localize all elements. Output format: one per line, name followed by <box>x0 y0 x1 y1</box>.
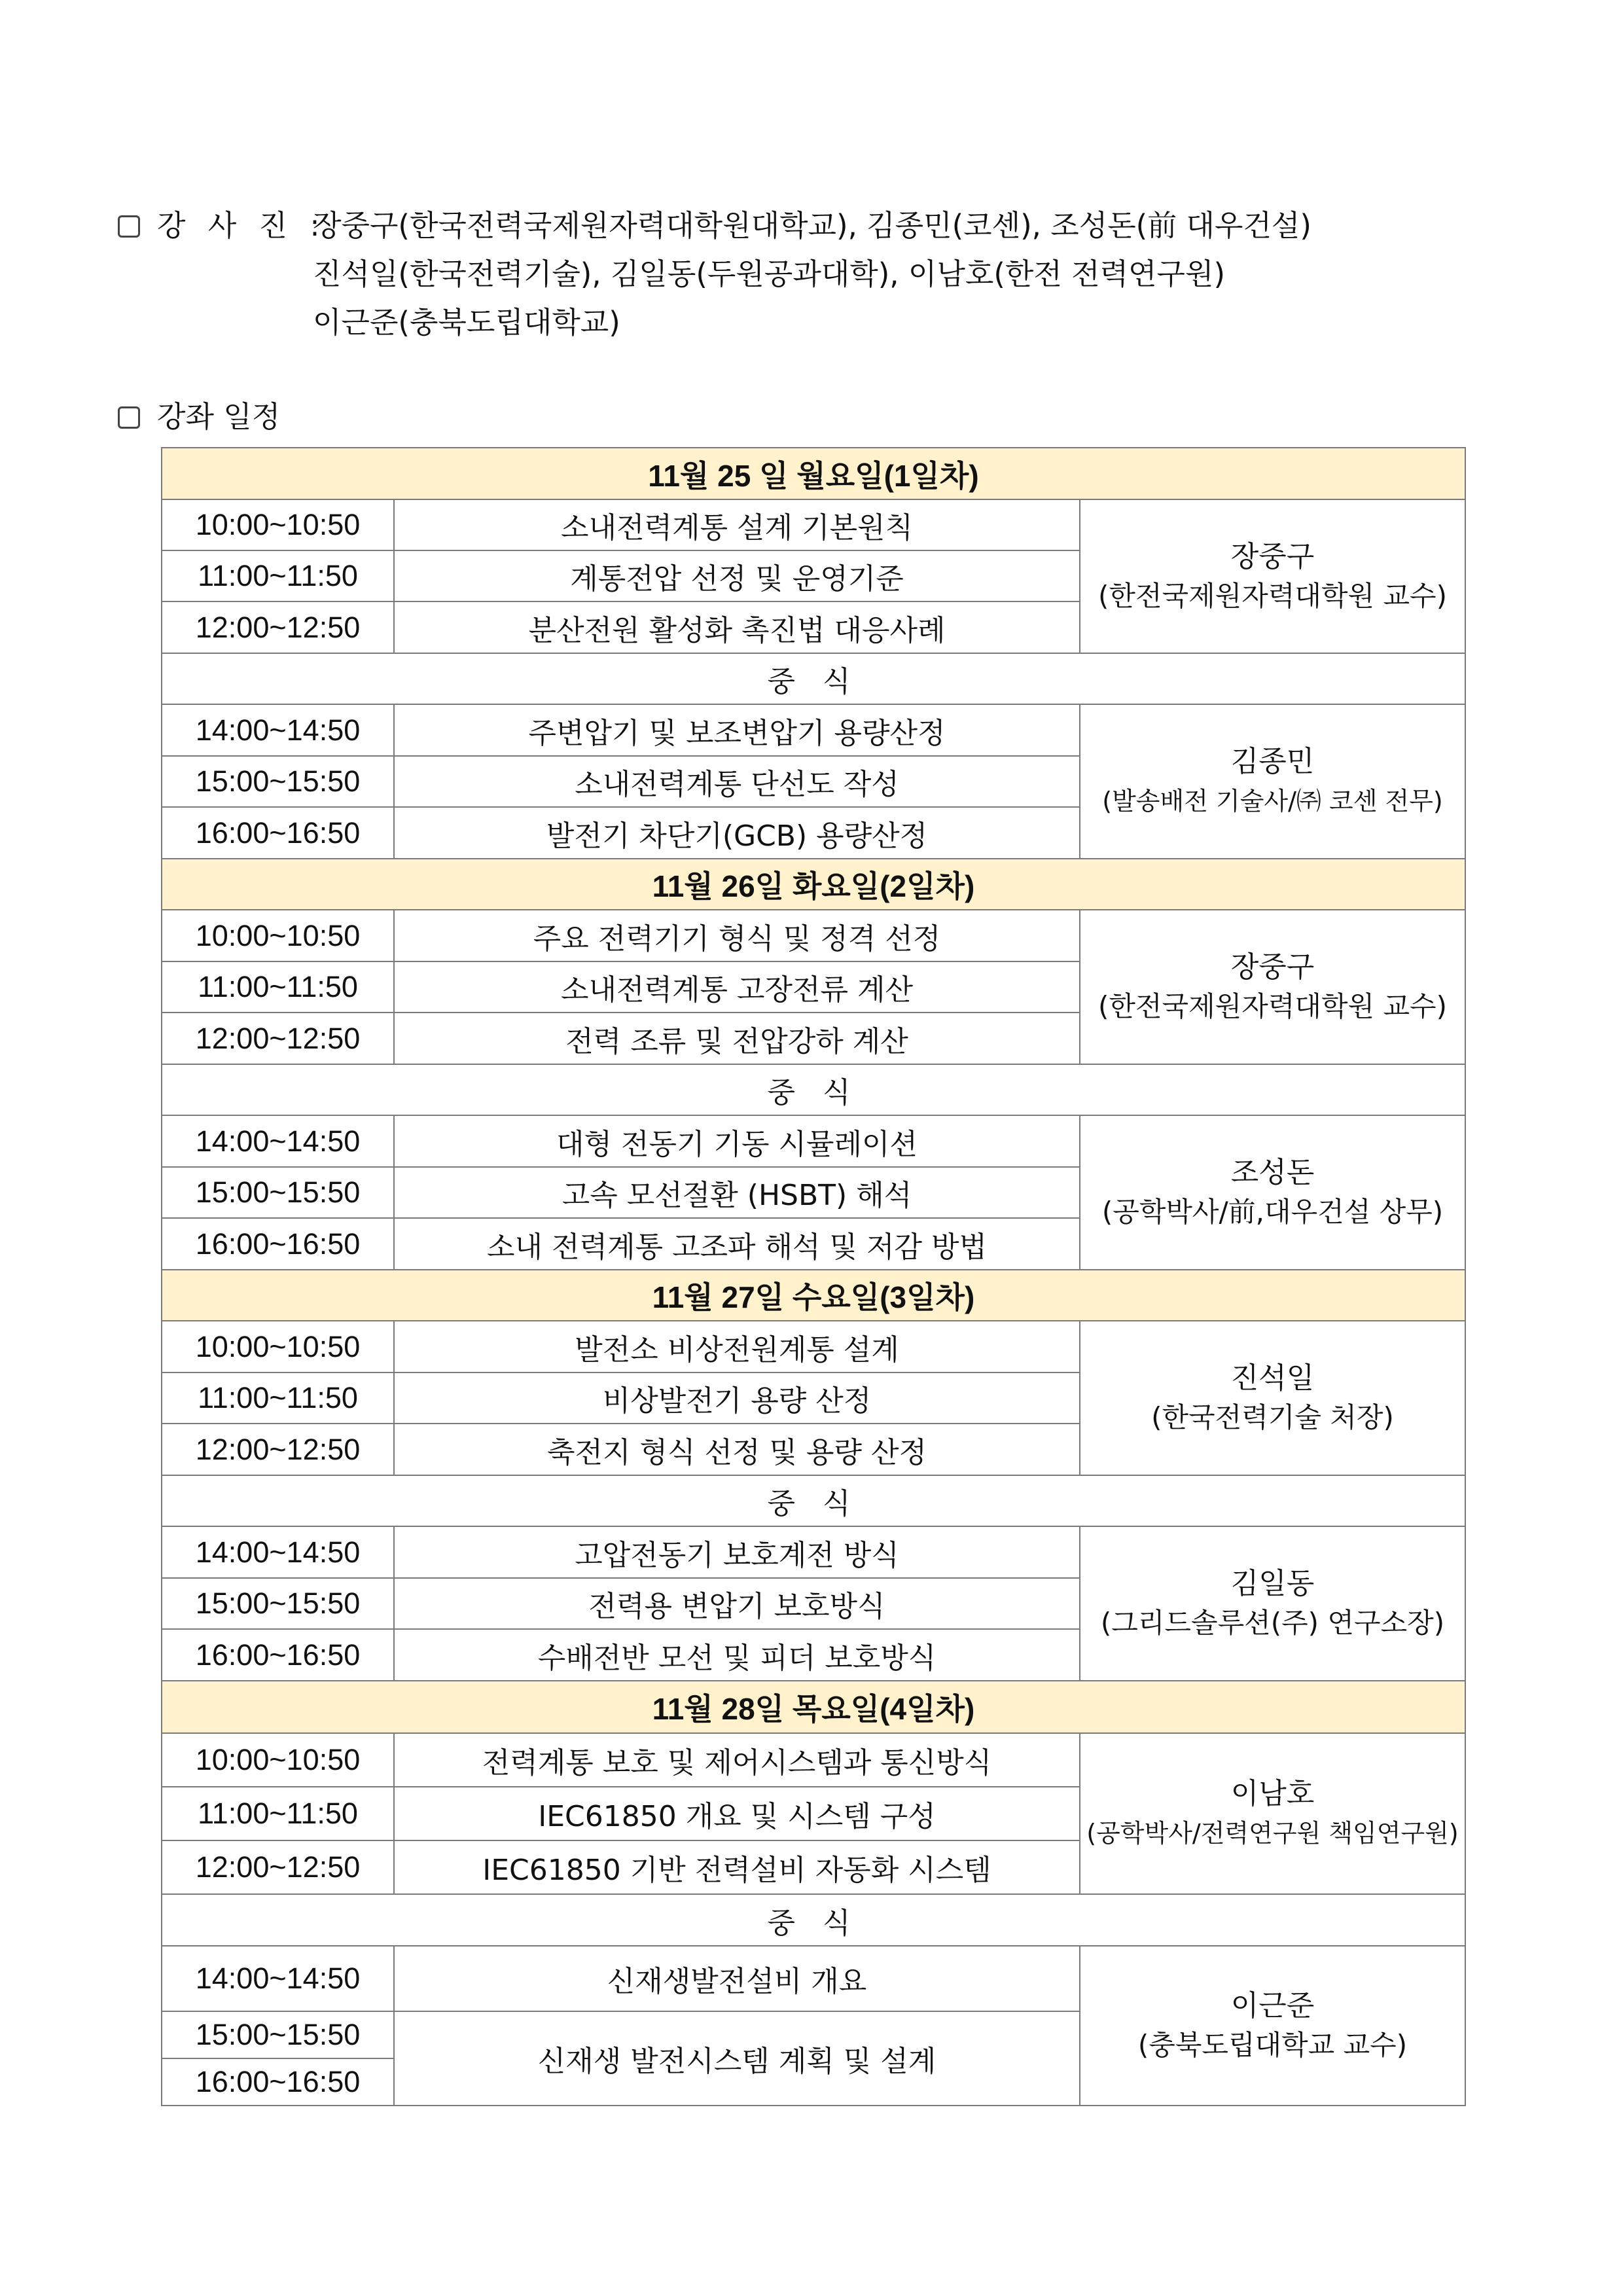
session-time: 16:00~16:50 <box>162 807 394 859</box>
lunch-break: 중 식 <box>162 653 1465 704</box>
session-time: 16:00~16:50 <box>162 1629 394 1681</box>
instructor-cell <box>1080 910 1465 1064</box>
instructor-affiliation: (한전국제원자력대학원 교수) <box>1098 990 1447 1022</box>
session-time: 15:00~15:50 <box>162 756 394 807</box>
session-time: 11:00~11:50 <box>162 1372 394 1424</box>
instructor-cell <box>1080 499 1465 653</box>
session-topic: 전력용 변압기 보호방식 <box>394 1578 1080 1629</box>
instructor-name: 이근준 <box>1230 1989 1315 2022</box>
session-time: 12:00~12:50 <box>162 1013 394 1064</box>
day-header: 11월 26일 화요일(2일차) <box>162 859 1465 910</box>
day-header: 11월 27일 수요일(3일차) <box>162 1270 1465 1321</box>
session-time: 14:00~14:50 <box>162 1526 394 1578</box>
session-topic: 전력계통 보호 및 제어시스템과 통신방식 <box>394 1733 1080 1787</box>
session-topic: 전력 조류 및 전압강하 계산 <box>394 1013 1080 1064</box>
instructors-line-1 <box>118 202 1311 250</box>
instructors-label: 강 사 진 : <box>157 208 327 243</box>
checkbox-icon <box>118 215 140 238</box>
session-time: 11:00~11:50 <box>162 1787 394 1840</box>
session-topic: 발전소 비상전원계통 설계 <box>394 1321 1080 1372</box>
instructor-name: 장중구 <box>1230 539 1315 573</box>
instructor-affiliation: (발송배전 기술사/㈜ 코센 전무) <box>1102 787 1443 816</box>
lunch-break: 중 식 <box>162 1064 1465 1115</box>
instructor-affiliation: (그리드솔루션(주) 연구소장) <box>1100 1607 1445 1639</box>
session-time: 10:00~10:50 <box>162 1321 394 1372</box>
session-time: 12:00~12:50 <box>162 1840 394 1894</box>
session-topic: 소내 전력계통 고조파 해석 및 저감 방법 <box>394 1218 1080 1270</box>
instructor-affiliation: (공학박사/前,대우건설 상무) <box>1101 1196 1444 1228</box>
session-time: 11:00~11:50 <box>162 961 394 1013</box>
instructors-line-3 <box>118 298 620 347</box>
session-time: 16:00~16:50 <box>162 1218 394 1270</box>
session-topic: 소내전력계통 고장전류 계산 <box>394 961 1080 1013</box>
day-header: 11월 28일 목요일(4일차) <box>162 1681 1465 1733</box>
session-topic: 소내전력계통 단선도 작성 <box>394 756 1080 807</box>
instructor-cell <box>1080 1946 1465 2106</box>
session-topic: 발전기 차단기(GCB) 용량산정 <box>394 807 1080 859</box>
session-topic: 축전지 형식 선정 및 용량 산정 <box>394 1424 1080 1475</box>
session-topic: 분산전원 활성화 촉진법 대응사례 <box>394 601 1080 653</box>
schedule-table <box>161 447 1466 2106</box>
session-time: 14:00~14:50 <box>162 704 394 756</box>
session-topic: 소내전력계통 설계 기본원칙 <box>394 499 1080 550</box>
instructor-name: 진석일 <box>1230 1361 1315 1395</box>
instructor-name: 장중구 <box>1230 950 1315 984</box>
instructor-cell <box>1080 1321 1465 1475</box>
instructors-text: 진석일(한국전력기술), 김일동(두원공과대학), 이남호(한전 전력연구원) <box>313 257 1226 291</box>
session-topic: IEC61850 개요 및 시스템 구성 <box>394 1787 1080 1840</box>
instructor-affiliation: (한국전력기술 처장) <box>1151 1401 1394 1433</box>
session-topic: 신재생발전설비 개요 <box>394 1946 1080 2011</box>
session-time: 14:00~14:50 <box>162 1115 394 1167</box>
day-header: 11월 25 일 월요일(1일차) <box>162 448 1465 499</box>
session-time: 10:00~10:50 <box>162 910 394 961</box>
session-topic: 계통전압 선정 및 운영기준 <box>394 550 1080 601</box>
instructors-section <box>118 202 1311 347</box>
session-time: 16:00~16:50 <box>162 2058 394 2106</box>
session-time: 12:00~12:50 <box>162 1424 394 1475</box>
session-time: 11:00~11:50 <box>162 550 394 601</box>
instructors-line-2 <box>118 250 1226 298</box>
session-topic: 고압전동기 보호계전 방식 <box>394 1526 1080 1578</box>
instructor-cell <box>1080 1115 1465 1270</box>
instructor-name: 조성돈 <box>1230 1156 1315 1189</box>
session-time: 12:00~12:50 <box>162 601 394 653</box>
schedule-heading <box>118 393 280 435</box>
session-time: 15:00~15:50 <box>162 1167 394 1218</box>
checkbox-icon <box>118 406 140 429</box>
session-topic: 신재생 발전시스템 계획 및 설계 <box>394 2011 1080 2106</box>
session-time: 10:00~10:50 <box>162 1733 394 1787</box>
instructor-affiliation: (공학박사/전력연구원 책임연구원) <box>1086 1819 1459 1848</box>
instructor-name: 이남호 <box>1230 1777 1315 1810</box>
instructor-cell <box>1080 1526 1465 1681</box>
session-topic: 주요 전력기기 형식 및 정격 선정 <box>394 910 1080 961</box>
session-time: 10:00~10:50 <box>162 499 394 550</box>
lunch-break: 중 식 <box>162 1894 1465 1946</box>
session-topic: 비상발전기 용량 산정 <box>394 1372 1080 1424</box>
lunch-break: 중 식 <box>162 1475 1465 1526</box>
session-time: 15:00~15:50 <box>162 1578 394 1629</box>
instructor-affiliation: (한전국제원자력대학원 교수) <box>1098 579 1447 612</box>
instructors-text: 장중구(한국전력국제원자력대학원대학교), 김종민(코센), 조성돈(前 대우건설) <box>313 208 1311 243</box>
session-time: 15:00~15:50 <box>162 2011 394 2058</box>
session-time: 14:00~14:50 <box>162 1946 394 2011</box>
instructors-text: 이근준(충북도립대학교) <box>313 305 620 340</box>
schedule-title: 강좌 일정 <box>157 399 281 434</box>
session-topic: 고속 모선절환 (HSBT) 해석 <box>394 1167 1080 1218</box>
instructor-cell <box>1080 704 1465 859</box>
instructor-affiliation: (충북도립대학교 교수) <box>1137 2029 1408 2061</box>
instructor-name: 김일동 <box>1230 1567 1315 1600</box>
session-topic: 수배전반 모선 및 피더 보호방식 <box>394 1629 1080 1681</box>
session-topic: 주변압기 및 보조변압기 용량산정 <box>394 704 1080 756</box>
instructor-cell <box>1080 1733 1465 1894</box>
instructor-name: 김종민 <box>1230 745 1315 778</box>
session-topic: IEC61850 기반 전력설비 자동화 시스템 <box>394 1840 1080 1894</box>
session-topic: 대형 전동기 기동 시뮬레이션 <box>394 1115 1080 1167</box>
